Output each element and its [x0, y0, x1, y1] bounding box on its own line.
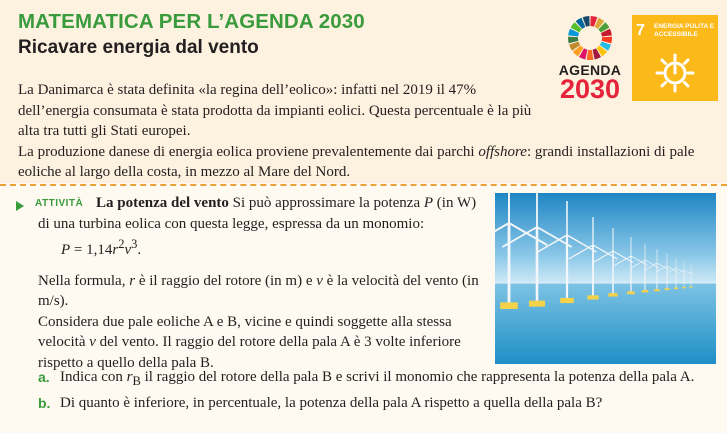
questions [38, 366, 727, 414]
logo-word: AGENDA [558, 62, 622, 78]
turbine-base [627, 291, 635, 294]
var-r: r [129, 272, 136, 289]
activity-text-2c: è la velocità del vento (in m/s). [38, 272, 479, 309]
logo-ring-segment [587, 50, 594, 60]
turbine-base [682, 287, 686, 288]
logo-year: 2030 [559, 74, 621, 104]
turbine-base [642, 290, 648, 292]
activity-text-2a: Nella formula, [38, 272, 130, 289]
intro-p2-italic: offshore [478, 143, 527, 160]
turbine-base [608, 293, 617, 296]
activity-text-3a: Considera due pale eoliche A e B, vicine e quindi soggette alla stessa velocità [38, 313, 452, 350]
activity-text [38, 193, 480, 373]
activity-text-3b: del vento. Il raggio del rotore della pala A è 3 volte inferiore rispetto a quello della pala B. [38, 334, 461, 371]
activity-text-2b: è il raggio del rotore (in m) e [135, 272, 317, 289]
formula-coeff: = 1,14 [70, 242, 113, 258]
activity-paragraph-3 [38, 312, 480, 374]
offshore-wind-turbines-photo [495, 193, 716, 364]
activity-paragraph-1 [38, 193, 480, 234]
formula-end: . [137, 242, 142, 258]
question-a-after: il raggio del rotore della pala B e scrivi il monomio che rappresenta la potenza della pala A. [140, 369, 695, 385]
activity-arrow-icon [16, 201, 24, 211]
activity-label: ATTIVITÀ [35, 198, 84, 209]
activity-text-1a: Si può approssimare la potenza [228, 195, 424, 211]
intro-text [18, 80, 718, 183]
sdg-text: ENERGIA PULITA E ACCESSIBILE [654, 23, 715, 38]
turbine-base [665, 288, 670, 290]
section-divider [0, 184, 727, 186]
formula-exp-2: 2 [118, 237, 125, 251]
turbine-base [560, 298, 574, 303]
question-label-a: a. [38, 369, 50, 385]
activity-paragraph-2 [38, 271, 480, 312]
intro-p2-before: La produzione danese di energia eolica proviene prevalentemente dai parchi [18, 143, 479, 160]
formula-exp-3: 3 [131, 237, 138, 251]
turbine-base [654, 289, 660, 291]
turbine-base [674, 288, 678, 290]
page-title: Ricavare energia dal vento [18, 37, 259, 58]
activity-text-1b: (in W) di una turbina eolica con questa legge, espressa da un monomio: [38, 195, 477, 232]
var-v: v [316, 272, 323, 289]
question-a [38, 366, 727, 392]
formula-lhs: P [61, 242, 71, 258]
var-v-2: v [89, 334, 96, 350]
var-p: P [423, 195, 434, 211]
section-kicker: MATEMATICA PER L’AGENDA 2030 [18, 10, 365, 33]
turbine-base [500, 302, 518, 309]
question-label-b: b. [38, 395, 51, 411]
intro-paragraph-2 [18, 142, 718, 183]
activity-heading: La potenza del vento [96, 195, 229, 211]
turbine-base [689, 287, 692, 288]
turbine-base [529, 301, 545, 307]
formula-r: r [112, 242, 119, 258]
question-a-sub: B [132, 374, 141, 388]
question-a-before: Indica con [60, 369, 127, 385]
turbine-base [587, 295, 598, 299]
question-b-text: Di quanto è inferiore, in percentuale, la potenza della pala A rispetto a quella della pala B? [60, 395, 603, 411]
formula-v: v [124, 242, 132, 258]
power-formula [38, 234, 480, 261]
question-a-var: r [126, 369, 133, 385]
sdg-number: 7 [636, 22, 645, 39]
intro-p2-after: : grandi installazioni di pale eoliche al largo della costa, in mezzo al Mare del Nord. [18, 143, 695, 180]
question-b [38, 392, 727, 414]
intro-paragraph-1: La Danimarca è stata definita «la regina dell’eolico»: infatti nel 2019 il 47% dell’energia consumata è stata prodotta da impianti eolici. Questa percentuale è la più alta tra tutti gli Stati europei. [18, 82, 532, 139]
